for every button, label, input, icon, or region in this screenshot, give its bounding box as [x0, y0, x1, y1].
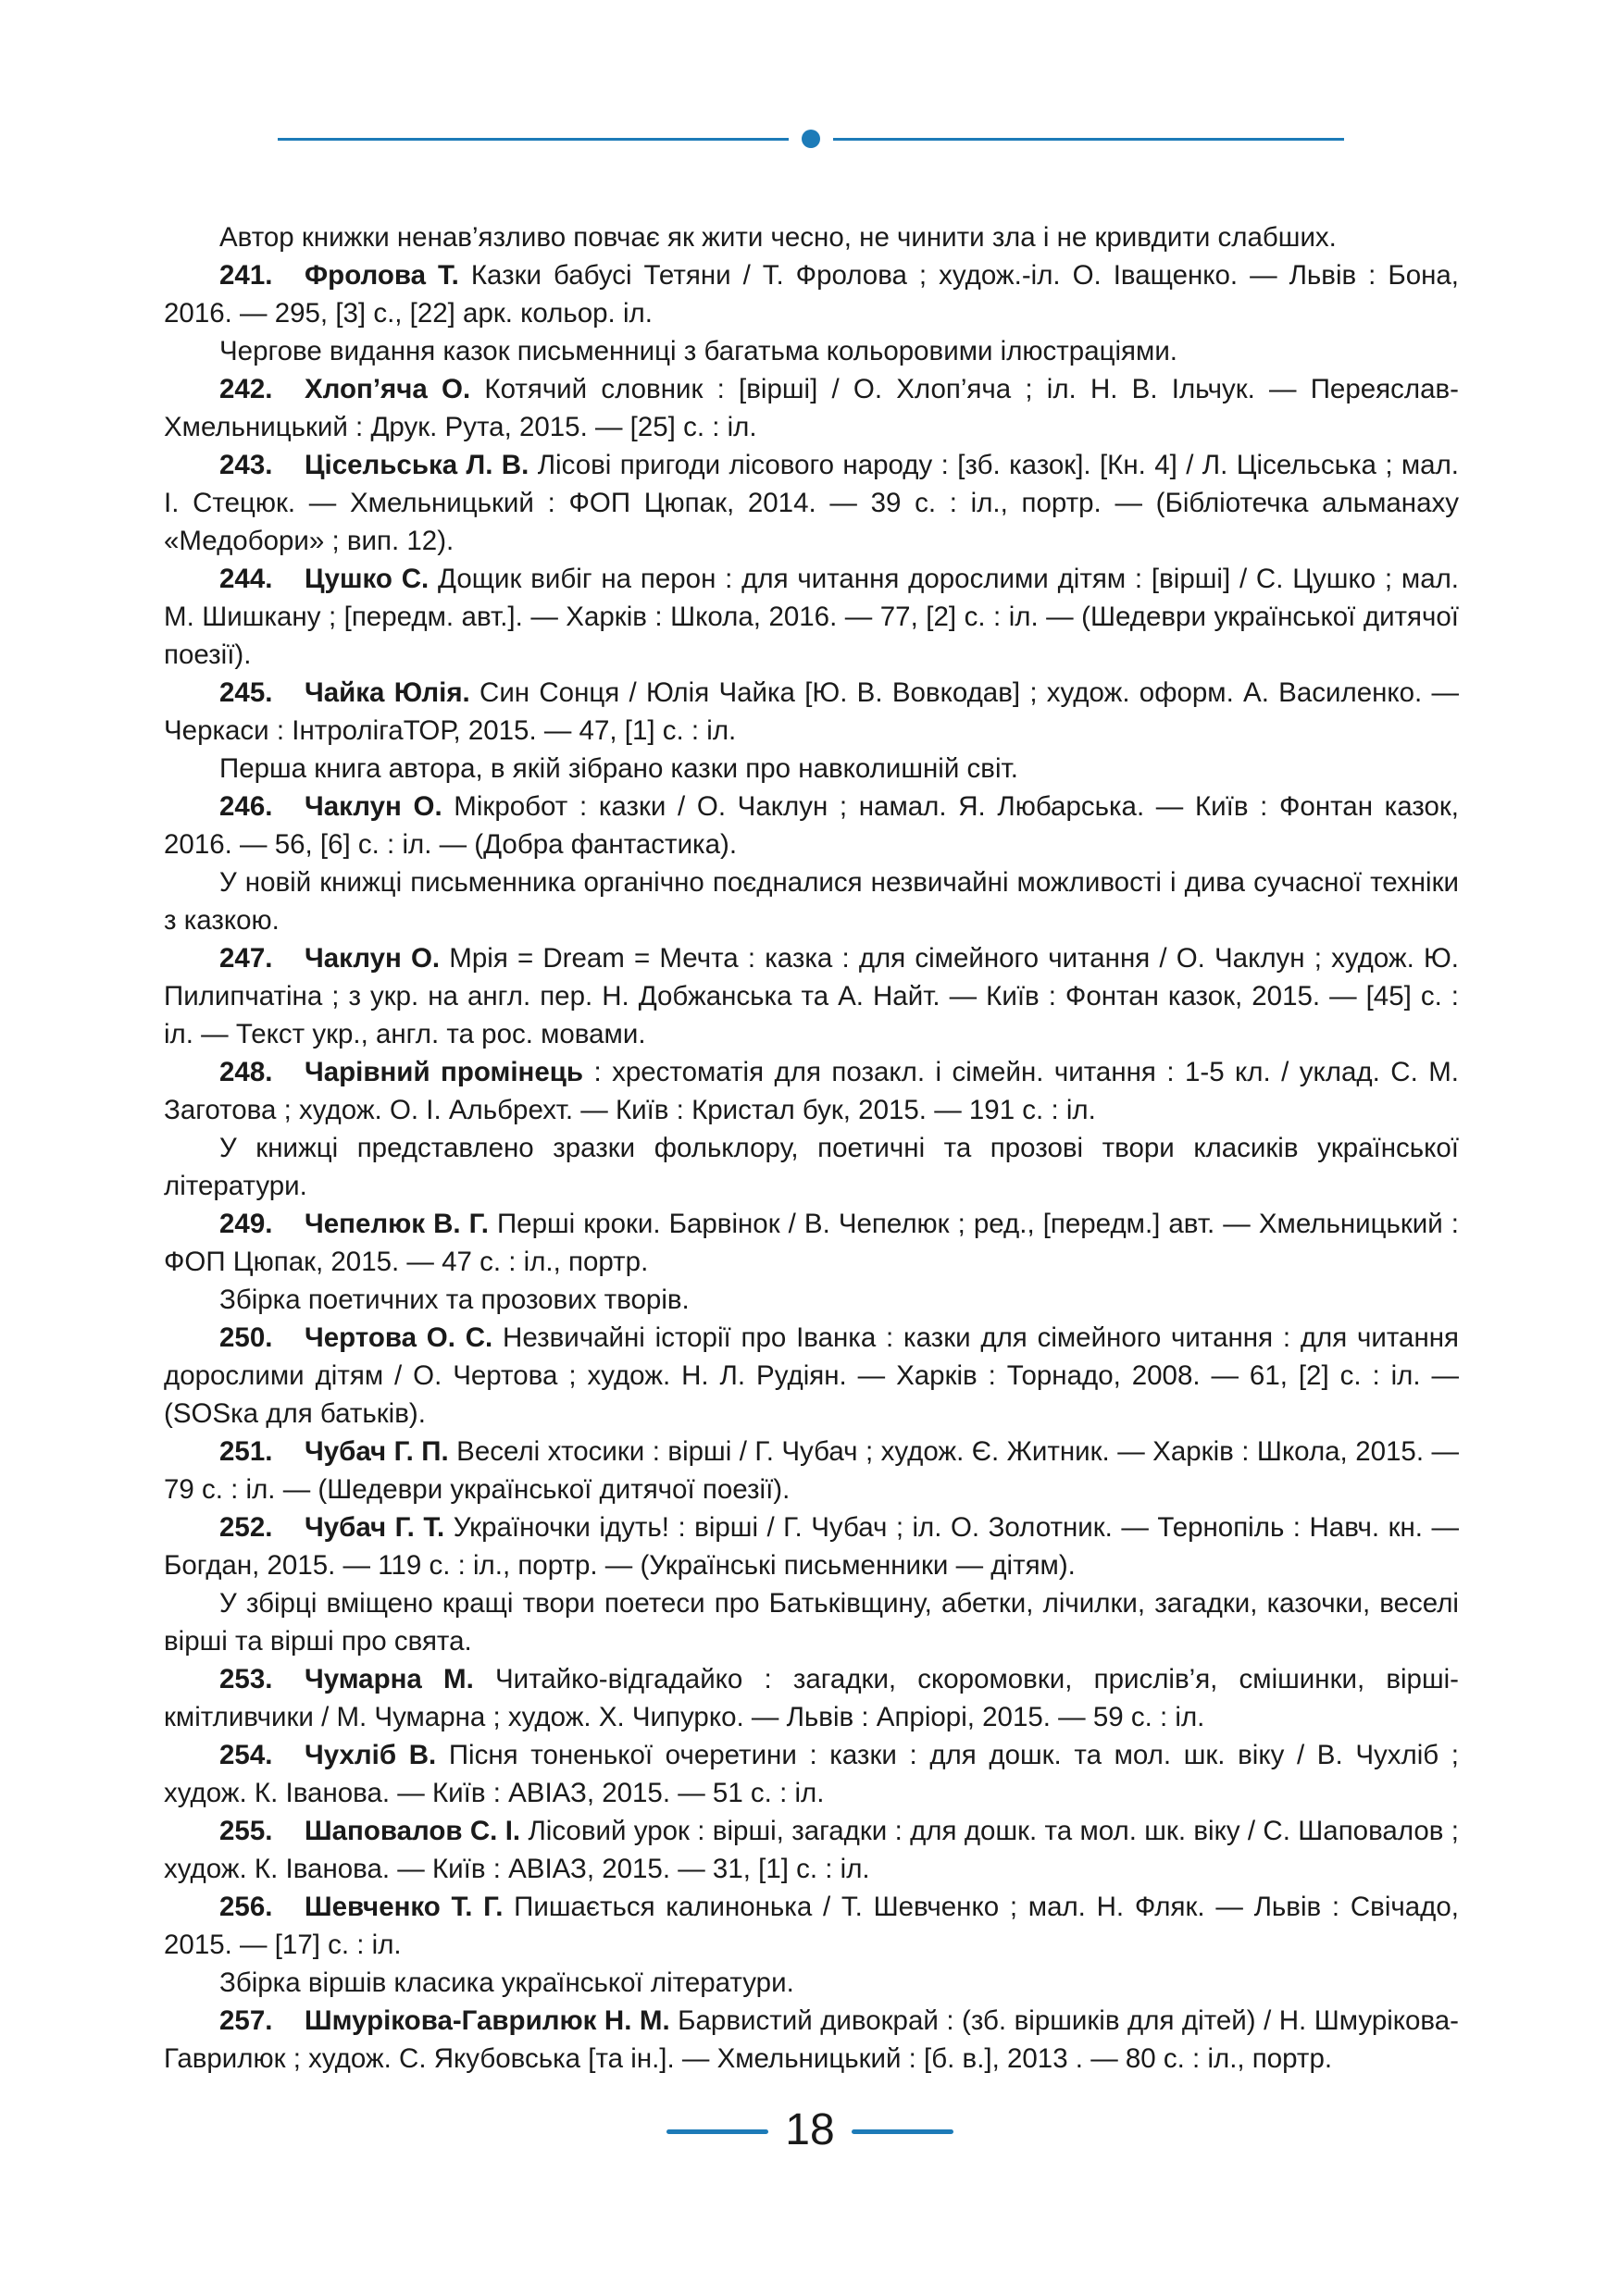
- entry-text: Син Сонця / Юлія Чайка [Ю. В. Вовкодав] ; худож. оформ. А. Василенко. — Черкаси : ІнтролігаТОР, 2015. — 47, [1] с. : іл.: [164, 677, 1459, 746]
- bibliography-entry: [164, 674, 1459, 750]
- entry-text: Мікробот : казки / О. Чаклун ; намал. Я. Любарська. — Київ : Фонтан казок, 2016. — 56, [6] с. : іл. — (Добра фантастика).: [164, 791, 1459, 860]
- bibliography-entry: [164, 2002, 1459, 2078]
- entry-number: 252.: [219, 1512, 273, 1543]
- entry-number: 246.: [219, 791, 273, 822]
- entry-author: Цушко С.: [305, 564, 430, 594]
- entry-author: Чубач Г. П.: [305, 1436, 449, 1467]
- entry-author: Чаклун О.: [305, 943, 441, 974]
- bibliography-entry: [164, 256, 1459, 332]
- entry-author: Чумарна М.: [305, 1664, 474, 1694]
- entry-number: 254.: [219, 1740, 273, 1770]
- entry-text: Казки бабусі Тетяни / Т. Фролова ; худож.-іл. О. Іващенко. — Львів : Бона, 2016. — 295, [3] с., [22] арк. кольор. іл.: [164, 260, 1459, 329]
- entry-number: 241.: [219, 260, 273, 291]
- entry-number: 249.: [219, 1209, 273, 1239]
- entry-annotation: [164, 750, 1459, 788]
- entry-text: Збірка поетичних та прозових творів.: [219, 1285, 690, 1315]
- header-divider: [278, 132, 1344, 145]
- entry-number: 242.: [219, 374, 273, 404]
- entry-text: Пісня тоненької очеретини : казки : для дошк. та мол. шк. віку / В. Чухліб ; худож. К. Іванова. — Київ : АВІАЗ, 2015. — 51 с. : іл.: [164, 1740, 1459, 1808]
- entry-text: Лісові пригоди лісового народу : [зб. казок]. [Кн. 4] / Л. Цісельська ; мал. І. Стецюк. — Хмельницький : ФОП Цюпак, 2014. — 39 с. : іл., портр. — (Бібліотечка альманаху «Медобори» ; вип. 12).: [164, 450, 1460, 556]
- entry-text: У новій книжці письменника органічно поєдналися незвичайні можливості і дива сучасної техніки з казкою.: [164, 867, 1459, 936]
- bibliography-entry: [164, 1319, 1459, 1433]
- entry-text: Автор книжки ненав’язливо повчає як жити чесно, не чинити зла і не кривдити слабших.: [219, 222, 1337, 253]
- footer-left-bar: [666, 2129, 768, 2134]
- entry-author: Цісельська Л. В.: [305, 450, 529, 480]
- entry-author: Чайка Юлія.: [305, 677, 470, 708]
- bibliography-entry: [164, 1888, 1459, 1964]
- footer-right-bar: [852, 2129, 953, 2134]
- entry-text: : хрестоматія для позакл. і сімейн. читання : 1-5 кл. / уклад. С. М. Заготова ; худож. О. І. Альбрехт. — Київ : Кристал бук, 2015. — 191 с. : іл.: [164, 1057, 1459, 1125]
- bibliography-entry: [164, 1508, 1459, 1584]
- bibliography-entry: [164, 788, 1459, 863]
- entry-annotation: [164, 1584, 1459, 1660]
- entry-author: Чухліб В.: [305, 1740, 437, 1770]
- entry-number: 245.: [219, 677, 273, 708]
- bibliography-entry: [164, 560, 1459, 674]
- bibliography-entry: [164, 1660, 1459, 1736]
- entry-text: Україночки ідуть! : вірші / Г. Чубач ; іл. О. Золотник. — Тернопіль : Навч. кн. — Богдан, 2015. — 119 с. : іл., портр. — (Українські письменники — дітям).: [164, 1512, 1459, 1581]
- bibliography-entry: [164, 1736, 1459, 1812]
- entry-number: 243.: [219, 450, 273, 480]
- entry-author: Шаповалов С. І.: [305, 1816, 521, 1846]
- entry-author: Хлоп’яча О.: [305, 374, 471, 404]
- entry-author: Чарівний промінець: [305, 1057, 584, 1087]
- bibliography-list: [164, 218, 1459, 2078]
- entry-annotation: [164, 1129, 1459, 1205]
- page-number: 18: [785, 2105, 835, 2154]
- entry-text: Незвичайні історії про Іванка : казки для сімейного читання : для читання дорослими дітям / О. Чертова ; худож. Н. Л. Рудіян. — Харків : Торнадо, 2008. — 61, [2] с. : іл. — (SOSка для батьків).: [164, 1322, 1460, 1429]
- entry-author: Чертова О. С.: [305, 1322, 493, 1353]
- entry-author: Чаклун О.: [305, 791, 442, 822]
- page-footer: [666, 2103, 953, 2158]
- entry-number: 250.: [219, 1322, 273, 1353]
- bibliography-entry: [164, 1812, 1459, 1888]
- entry-text: Збірка віршів класика української літератури.: [219, 1967, 794, 1998]
- entry-number: 244.: [219, 564, 273, 594]
- entry-text: Дощик вибіг на перон : для читання дорослими дітям : [вірші] / С. Цушко ; мал. М. Шишкану ; [передм. авт.]. — Харків : Школа, 2016. — 77, [2] с. : іл. — (Шедеври української дитячої поезії).: [164, 564, 1460, 670]
- entry-text: Лісовий урок : вірші, загадки : для дошк. та мол. шк. віку / С. Шаповалов ; худож. К. Іванова. — Київ : АВІАЗ, 2015. — 31, [1] с. : іл.: [164, 1816, 1459, 1884]
- bibliography-entry: [164, 446, 1459, 560]
- entry-number: 251.: [219, 1436, 273, 1467]
- entry-text: Перші кроки. Барвінок / В. Чепелюк ; ред., [передм.] авт. — Хмельницький : ФОП Цюпак, 2015. — 47 с. : іл., портр.: [164, 1209, 1459, 1277]
- entry-number: 256.: [219, 1892, 273, 1922]
- entry-number: 247.: [219, 943, 273, 974]
- entry-text: У збірці вміщено кращі твори поетеси про Батьківщину, абетки, лічилки, загадки, казочки, веселі вірші та вірші про свята.: [164, 1588, 1459, 1657]
- entry-text: Пишається калинонька / Т. Шевченко ; мал. Н. Фляк. — Львів : Свічадо, 2015. — [17] с. : іл.: [164, 1892, 1459, 1960]
- bibliography-entry: [164, 1205, 1459, 1281]
- entry-author: Чепелюк В. Г.: [305, 1209, 489, 1239]
- entry-text: У книжці представлено зразки фольклору, поетичні та прозові твори класиків української літератури.: [164, 1133, 1459, 1201]
- bibliography-entry: [164, 1053, 1459, 1129]
- entry-number: 255.: [219, 1816, 273, 1846]
- entry-author: Фролова Т.: [305, 260, 459, 291]
- entry-annotation: [164, 1281, 1459, 1319]
- entry-text: Читайко-відгадайко : загадки, скоромовки, прислів’я, смішинки, вірші-кмітливчики / М. Чумарна ; худож. Х. Чипурко. — Львів : Апріорі, 2015. — 59 с. : іл.: [164, 1664, 1460, 1732]
- header-divider-right-line: [833, 138, 1344, 141]
- entry-annotation: [164, 863, 1459, 939]
- entry-text: Перша книга автора, в якій зібрано казки про навколишній світ.: [219, 753, 1018, 784]
- entry-annotation: [164, 218, 1459, 256]
- entry-annotation: [164, 1964, 1459, 2002]
- bibliography-entry: [164, 370, 1459, 446]
- entry-text: Мрія = Dream = Мечта : казка : для сімейного читання / О. Чаклун ; худож. Ю. Пилипчатіна ; з укр. на англ. пер. Н. Добжанська та А. Найт. — Київ : Фонтан казок, 2015. — [45] с. : іл. — Текст укр., англ. та рос. мовами.: [164, 943, 1459, 1049]
- header-divider-dot: [802, 130, 820, 148]
- entry-number: 253.: [219, 1664, 273, 1694]
- entry-text: Веселі хтосики : вірші / Г. Чубач ; худож. Є. Житник. — Харків : Школа, 2015. — 79 с. : іл. — (Шедеври української дитячої поезії).: [164, 1436, 1459, 1505]
- entry-author: Шевченко Т. Г.: [305, 1892, 504, 1922]
- entry-text: Барвистий дивокрай : (зб. віршиків для дітей) / Н. Шмурікова-Гаврилюк ; худож. С. Якубовська [та ін.]. — Хмельницький : [б. в.], 2013 . — 80 с. : іл., портр.: [164, 2005, 1459, 2074]
- bibliography-entry: [164, 939, 1459, 1053]
- entry-number: 257.: [219, 2005, 273, 2036]
- bibliography-entry: [164, 1433, 1459, 1508]
- entry-author: Чубач Г. Т.: [305, 1512, 445, 1543]
- entry-annotation: [164, 332, 1459, 370]
- entry-text: Чергове видання казок письменниці з багатьма кольоровими ілюстраціями.: [219, 336, 1177, 366]
- entry-author: Шмурікова-Гаврилюк Н. М.: [305, 2005, 670, 2036]
- header-divider-left-line: [278, 138, 789, 141]
- entry-number: 248.: [219, 1057, 273, 1087]
- entry-text: Котячий словник : [вірші] / О. Хлоп’яча ; іл. Н. В. Ільчук. — Переяслав-Хмельницький : Друк. Рута, 2015. — [25] с. : іл.: [164, 374, 1459, 442]
